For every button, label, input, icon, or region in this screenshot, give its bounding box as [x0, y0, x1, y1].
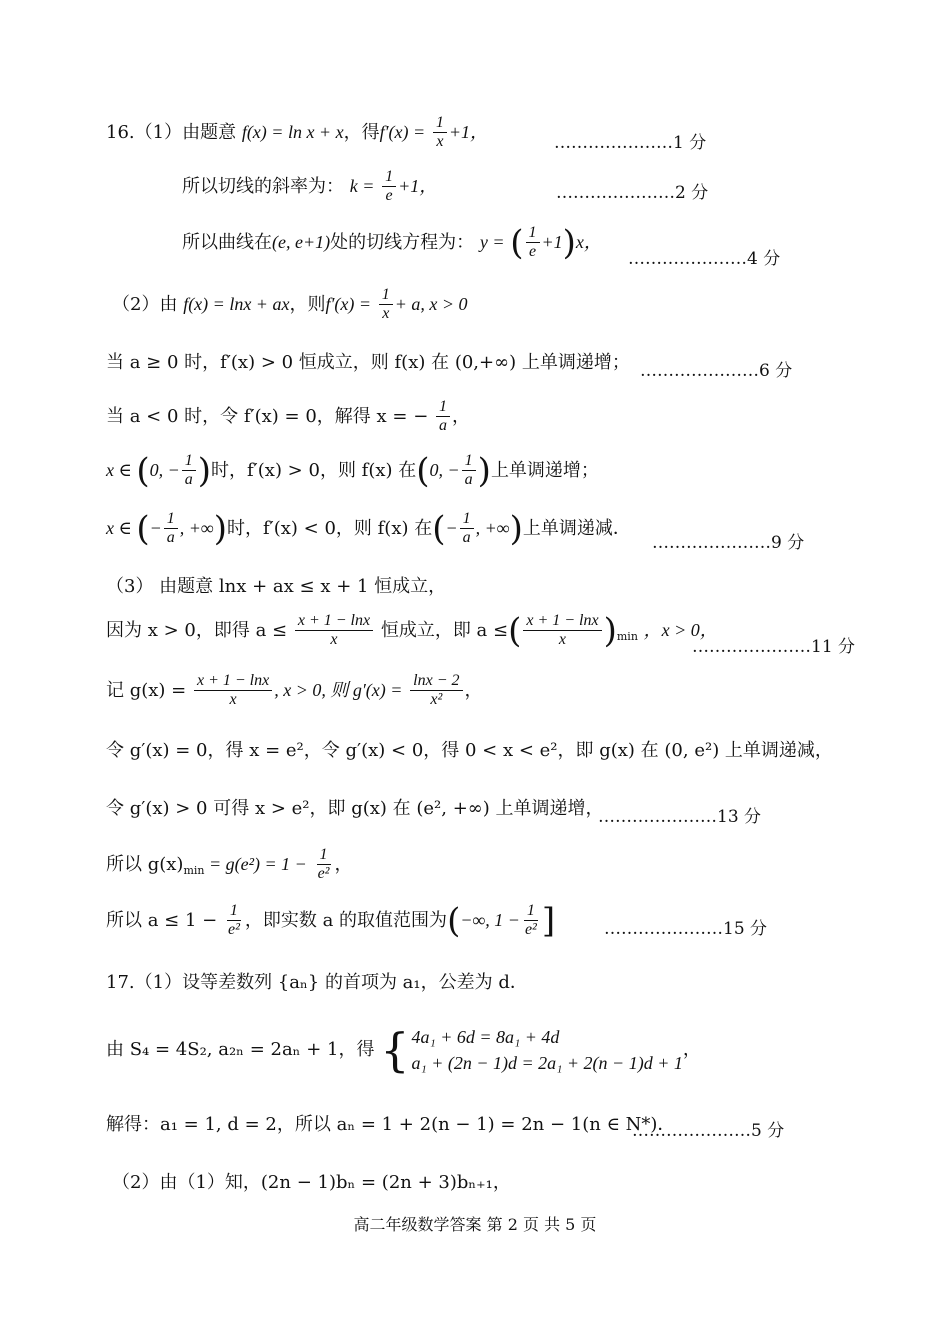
score-5: …………………5 分 [632, 1121, 785, 1141]
numerator: 1 [227, 902, 241, 921]
denominator: a [439, 417, 448, 435]
numerator: 1 [317, 846, 331, 865]
denominator: e [385, 187, 393, 205]
numerator: 1 [460, 510, 474, 529]
paren-close: ) [213, 508, 227, 549]
text: ， [334, 853, 353, 875]
line-16-1-slope [182, 168, 437, 206]
fraction [433, 114, 447, 152]
line-16-2-interval-dec [106, 510, 631, 548]
paren-open: ( [136, 450, 150, 491]
score-6: …………………6 分 [640, 361, 793, 381]
text: 当 a < 0 时，令 f′(x) = 0，解得 x = − [106, 405, 429, 427]
score-9: …………………9 分 [652, 533, 805, 553]
text: 由 S₄ = 4S₂, a₂ₙ = 2aₙ + 1，得 [106, 1039, 375, 1061]
line-17-1-system [106, 1024, 701, 1076]
denominator: x [436, 133, 444, 151]
paren-open: ( [510, 222, 524, 263]
formula: x ∈ [106, 459, 137, 480]
fraction [460, 510, 474, 548]
text: 16.（1）由题意 [106, 121, 237, 143]
denominator: a [462, 529, 471, 547]
line-17-2-head: （2）由（1）知，(2n − 1)bₙ = (2n + 3)bₙ₊₁， [112, 1172, 511, 1193]
denominator: e² [227, 921, 240, 939]
formula: y = [479, 231, 505, 252]
formula: f′(x) = [379, 121, 426, 142]
text: 上单调递增； [490, 459, 599, 481]
formula: − [445, 517, 458, 538]
line-16-2-interval-inc [106, 452, 599, 490]
formula: f(x) = lnx + ax [183, 293, 290, 314]
formula: = g(e²) = 1 − [204, 853, 307, 874]
line-17-1-solution: 解得：a₁ = 1, d = 2，所以 aₙ = 1 + 2(n − 1) = 2n − 1(n ∈ N*)． [106, 1114, 676, 1135]
numerator: lnx − 2 [410, 672, 462, 691]
fraction [379, 286, 393, 324]
line-16-3-head: （3） 由题意 lnx + ax ≤ x + 1 恒成立， [106, 576, 447, 597]
text: （2）由 [112, 293, 178, 315]
formula: (e, e+1) [272, 231, 331, 252]
denominator: e² [317, 865, 330, 883]
text: ， [682, 1039, 701, 1061]
line-16-3-define-g [106, 672, 483, 710]
denominator: x [229, 691, 237, 709]
text: ，得 [343, 121, 380, 143]
text: ， [452, 405, 471, 427]
text: 所以 a ≤ 1 − [106, 909, 218, 931]
equation-system [411, 1024, 682, 1076]
fraction [526, 224, 540, 262]
text: 所以 g(x) [106, 853, 184, 875]
numerator: x + 1 − lnx [194, 672, 272, 691]
denominator: e [528, 243, 537, 261]
line-17-1-head: 17.（1）设等差数列 {aₙ} 的首项为 a₁，公差为 d． [106, 972, 528, 993]
formula: +1， [398, 175, 438, 196]
formula: , +∞ [475, 517, 510, 538]
text: 记 g(x) = [106, 679, 187, 701]
line-16-3-increasing: 令 g′(x) > 0 可得 x > e²，即 g(x) 在 (e², +∞) 上单调递增， [106, 798, 604, 819]
score-1: …………………1 分 [554, 133, 707, 153]
fraction [194, 672, 272, 710]
numerator: 1 [379, 286, 393, 305]
line-16-3-decreasing: 令 g′(x) = 0，得 x = e²，令 g′(x) < 0，得 0 < x < e²，即 g(x) 在 (0, e²) 上单调递减， [106, 740, 833, 761]
line-16-2-case2 [106, 398, 470, 436]
fraction [523, 612, 601, 650]
denominator: a [184, 471, 193, 489]
line-16-1-tangent [182, 224, 602, 262]
line-16-1-derivative [106, 114, 488, 152]
fraction [462, 452, 476, 490]
fraction [410, 672, 462, 710]
formula: +1 [541, 231, 563, 252]
score-15: …………………15 分 [604, 919, 768, 939]
paren-close: ) [562, 222, 576, 263]
formula: , +∞ [179, 517, 214, 538]
fraction [295, 612, 373, 650]
text: 所以切线的斜率为： [182, 175, 344, 197]
formula: x ∈ [106, 517, 137, 538]
bracket-close: ] [541, 900, 556, 941]
paren-open: ( [432, 508, 446, 549]
formula: 0, − [429, 459, 460, 480]
line-16-2-head [112, 286, 468, 324]
formula: , x > 0, 则 g′(x) = [274, 679, 403, 700]
score-4: …………………4 分 [628, 249, 781, 269]
numerator: x + 1 − lnx [523, 612, 601, 631]
numerator: 1 [382, 168, 396, 187]
text: ， [464, 679, 483, 701]
denominator: a [464, 471, 473, 489]
paren-open: ( [416, 450, 430, 491]
formula: −∞, 1 − [460, 909, 520, 930]
fraction [182, 452, 196, 490]
text: ，即实数 a 的取值范围为 [244, 909, 448, 931]
numerator: 1 [462, 452, 476, 471]
text: 处的切线方程为： [330, 231, 475, 253]
numerator: 1 [182, 452, 196, 471]
score-2: …………………2 分 [556, 183, 709, 203]
paren-close: ) [603, 610, 617, 651]
page-footer: 高二年级数学答案 第 2 页 共 5 页 [353, 1215, 597, 1234]
fraction [225, 902, 243, 940]
formula: x， [575, 231, 602, 252]
brace-open: { [380, 1023, 410, 1078]
formula: f′(x) = [325, 293, 372, 314]
min-subscript: min [616, 629, 638, 643]
paren-open: ( [136, 508, 150, 549]
numerator: 1 [524, 902, 538, 921]
denominator: x [330, 631, 338, 649]
paren-close: ) [477, 450, 491, 491]
score-11: …………………11 分 [692, 637, 856, 657]
formula: +1， [448, 121, 489, 142]
denominator: x [382, 305, 390, 323]
denominator: a [166, 529, 175, 547]
numerator: 1 [526, 224, 540, 243]
text: ，则 [289, 293, 326, 315]
numerator: 1 [433, 114, 447, 133]
denominator: x [558, 631, 567, 649]
text: 所以曲线在 [182, 231, 272, 253]
text: 因为 x > 0，即得 a ≤ [106, 619, 288, 641]
paren-open: ( [447, 900, 461, 941]
denominator: e² [524, 921, 537, 939]
text: 上单调递减． [522, 517, 631, 539]
line-16-2-case1: 当 a ≥ 0 时，f′(x) > 0 恒成立，则 f(x) 在 (0,+∞) 上单调递增； [106, 352, 630, 373]
denominator: x² [430, 691, 443, 709]
numerator: 1 [436, 398, 450, 417]
formula: f(x) = ln x + x [241, 121, 344, 142]
numerator: x + 1 − lnx [295, 612, 373, 631]
fraction [436, 398, 450, 436]
paren-open: ( [508, 610, 522, 651]
paren-close: ) [509, 508, 523, 549]
fraction [382, 168, 396, 206]
formula: ，x > 0， [643, 619, 718, 640]
formula: + a, x > 0 [394, 293, 468, 314]
fraction [164, 510, 178, 548]
numerator: 1 [164, 510, 178, 529]
equation-2: a₁ + (2n − 1)d = 2a₁ + 2(n − 1)d + 1 [411, 1053, 683, 1074]
min-subscript: min [183, 863, 205, 877]
fraction [315, 846, 333, 884]
formula: 0, − [149, 459, 180, 480]
fraction [522, 902, 540, 940]
score-13: …………………13 分 [598, 807, 762, 827]
equation-1: 4a₁ + 6d = 8a₁ + 4d [411, 1027, 560, 1047]
line-16-3-inequality [106, 612, 718, 650]
paren-close: ) [197, 450, 212, 491]
text: 时，f′(x) < 0，则 f(x) 在 [227, 517, 433, 539]
line-16-3-minimum [106, 846, 352, 884]
text: 时，f′(x) > 0，则 f(x) 在 [211, 459, 417, 481]
formula: − [149, 517, 162, 538]
text: 恒成立，即 a ≤ [380, 619, 509, 641]
line-16-3-range [106, 902, 555, 940]
formula: k = [349, 175, 375, 196]
